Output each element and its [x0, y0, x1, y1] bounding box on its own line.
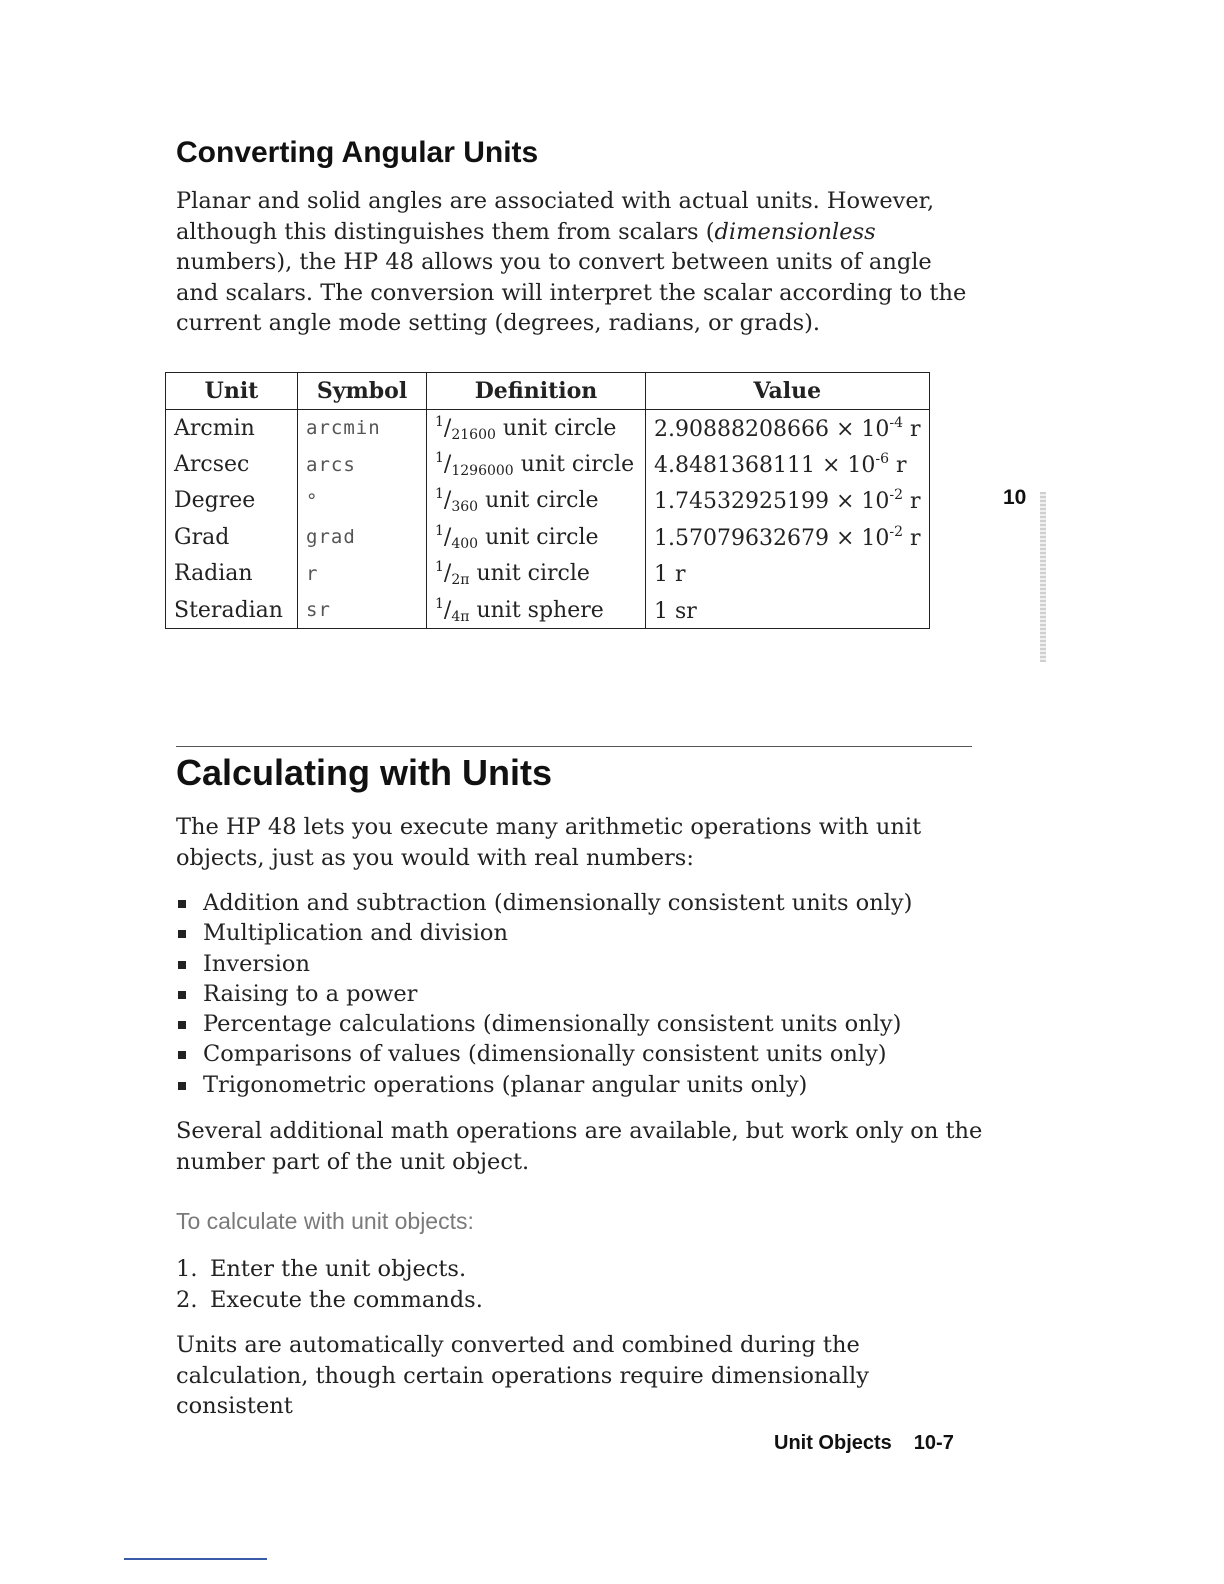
cell-symbol: arcmin: [298, 410, 427, 447]
fraction-numerator: 1: [435, 450, 444, 467]
bullet-square-icon: [178, 1082, 186, 1090]
cell-unit: Radian: [166, 556, 298, 592]
table-row: [166, 556, 930, 592]
fraction-denominator: 1296000: [451, 463, 514, 480]
step-number: 1.: [176, 1256, 198, 1282]
definition-text: unit circle: [469, 561, 590, 587]
cell-symbol: arcs: [298, 446, 427, 482]
page-footer: [774, 1432, 954, 1455]
fraction-denominator: 4π: [451, 608, 470, 625]
table-row: [166, 483, 930, 519]
value-exponent: -4: [889, 414, 904, 431]
value-mantissa: 1 sr: [654, 598, 697, 624]
para-emphasis: dimensionless: [714, 218, 876, 245]
list-item: [176, 888, 912, 918]
fraction-denominator: 2π: [451, 572, 470, 589]
cell-value: [646, 556, 930, 592]
intro-paragraph: [176, 186, 976, 339]
cell-definition: $^1/_{2\pi}$ unit circle: [427, 556, 646, 592]
section-heading-converting-angular-units: Converting Angular Units: [176, 136, 539, 169]
step-number: 2.: [176, 1286, 198, 1313]
cell-definition: $^1/_{1296000}$ unit circle: [427, 446, 646, 482]
chapter-tab: 10: [1003, 486, 1027, 509]
definition-text: unit circle: [478, 524, 599, 550]
list-item-text: Comparisons of values (dimensionally consistent units only): [203, 1041, 887, 1068]
bullet-square-icon: [178, 1021, 186, 1029]
value-unit: r: [903, 416, 921, 442]
definition-text: unit circle: [478, 488, 599, 514]
step-text: Execute the commands.: [210, 1286, 483, 1313]
cell-symbol: sr: [298, 592, 427, 629]
column-header-unit: Unit: [166, 373, 298, 410]
section-heading-calculating-with-units: Calculating with Units: [176, 752, 553, 793]
cell-value: [646, 483, 930, 519]
list-item-text: Trigonometric operations (planar angular units only): [203, 1071, 808, 1098]
bullet-square-icon: [178, 991, 186, 999]
bullet-square-icon: [178, 930, 186, 938]
bullet-square-icon: [178, 1051, 186, 1059]
list-item-text: Addition and subtraction (dimensionally consistent units only): [203, 890, 913, 916]
list-item: [176, 949, 912, 979]
table-row: [166, 446, 930, 482]
list-item-text: Percentage calculations (dimensionally consistent units only): [203, 1011, 902, 1038]
column-header-definition: Definition: [427, 373, 646, 410]
list-item: [176, 979, 912, 1009]
definition-text: unit circle: [513, 452, 635, 478]
footer-page-number: 10-7: [913, 1432, 954, 1454]
list-item: [176, 1009, 912, 1039]
list-item: [176, 1254, 483, 1285]
cell-symbol: grad: [298, 519, 427, 555]
value-mantissa: 2.90888208666 × 10: [654, 416, 890, 442]
list-item: [176, 918, 912, 948]
bullet-square-icon: [178, 961, 186, 969]
fraction-denominator: 21600: [451, 426, 496, 443]
fraction-numerator: 1: [435, 486, 444, 503]
procedure-steps: [176, 1254, 483, 1315]
value-exponent: -2: [889, 523, 904, 540]
cell-symbol: °: [298, 483, 427, 519]
cell-unit: Grad: [166, 519, 298, 555]
fraction-numerator: 1: [435, 522, 444, 539]
para-text-2: numbers), the HP 48 allows you to convert between units of angle and scalars. The conversion will interpret the scalar according to the current angle mode setting (degrees, radians, or grads).: [176, 249, 967, 336]
closing-paragraph: Units are automatically converted and combined during the calculation, though certain operations require dimensionally consistent: [176, 1332, 869, 1419]
fraction-denominator: 360: [451, 499, 479, 516]
cell-definition: $^1/_{21600}$ unit circle: [427, 410, 646, 447]
cell-unit: Arcsec: [166, 446, 298, 482]
cell-unit: Steradian: [166, 592, 298, 629]
value-unit: r: [889, 453, 907, 479]
cell-unit: Arcmin: [166, 410, 298, 447]
cell-unit: Degree: [166, 483, 298, 519]
angular-units-table: [165, 372, 930, 629]
list-item-text: Raising to a power: [203, 980, 418, 1007]
fraction-numerator: 1: [435, 559, 444, 576]
list-item-text: Inversion: [203, 950, 310, 977]
section-divider: [176, 746, 972, 747]
value-mantissa: 4.8481368111 × 10: [654, 453, 876, 479]
operations-list: [176, 888, 912, 1100]
fraction-numerator: 1: [435, 595, 444, 612]
table-header-row: [166, 373, 930, 410]
column-header-value: Value: [646, 373, 930, 410]
value-mantissa: 1.74532925199 × 10: [654, 489, 890, 515]
bottom-edge-line: [124, 1558, 267, 1560]
list-item: [176, 1039, 912, 1069]
column-header-symbol: Symbol: [298, 373, 427, 410]
value-unit: r: [903, 525, 921, 551]
cell-definition: $^1/_{360}$ unit circle: [427, 483, 646, 519]
footer-chapter-title: Unit Objects: [774, 1432, 892, 1454]
cell-value: [646, 519, 930, 555]
para-text-1: Planar and solid angles are associated with actual units. However, although this distinguishes them from scalars (: [176, 188, 935, 245]
section2-intro: The HP 48 lets you execute many arithmetic operations with unit objects, just as you would with real numbers:: [176, 814, 922, 871]
fraction-numerator: 1: [435, 413, 444, 430]
definition-text: unit circle: [495, 415, 617, 441]
list-item: [176, 1285, 483, 1316]
table-row: [166, 592, 930, 629]
definition-text: unit sphere: [469, 597, 604, 623]
additional-operations-paragraph: Several additional math operations are available, but work only on the number part of the unit object.: [176, 1118, 983, 1175]
table-row: [166, 410, 930, 447]
cell-value: [646, 446, 930, 482]
table-row: [166, 519, 930, 555]
cell-value: [646, 592, 930, 629]
cell-symbol: r: [298, 556, 427, 592]
value-mantissa: 1.57079632679 × 10: [654, 525, 890, 551]
cell-definition: $^1/_{4\pi}$ unit sphere: [427, 592, 646, 629]
value-exponent: -2: [889, 487, 904, 504]
procedure-heading: To calculate with unit objects:: [176, 1208, 474, 1234]
value-unit: r: [903, 489, 921, 515]
chapter-edge-marker: [1040, 492, 1046, 662]
list-item: [176, 1070, 912, 1100]
value-exponent: -6: [875, 451, 890, 468]
cell-value: [646, 410, 930, 447]
fraction-denominator: 400: [451, 535, 479, 552]
list-item-text: Multiplication and division: [203, 920, 508, 947]
bullet-square-icon: [178, 900, 186, 908]
value-mantissa: 1 r: [654, 562, 686, 588]
step-text: Enter the unit objects.: [210, 1256, 467, 1282]
cell-definition: $^1/_{400}$ unit circle: [427, 519, 646, 555]
